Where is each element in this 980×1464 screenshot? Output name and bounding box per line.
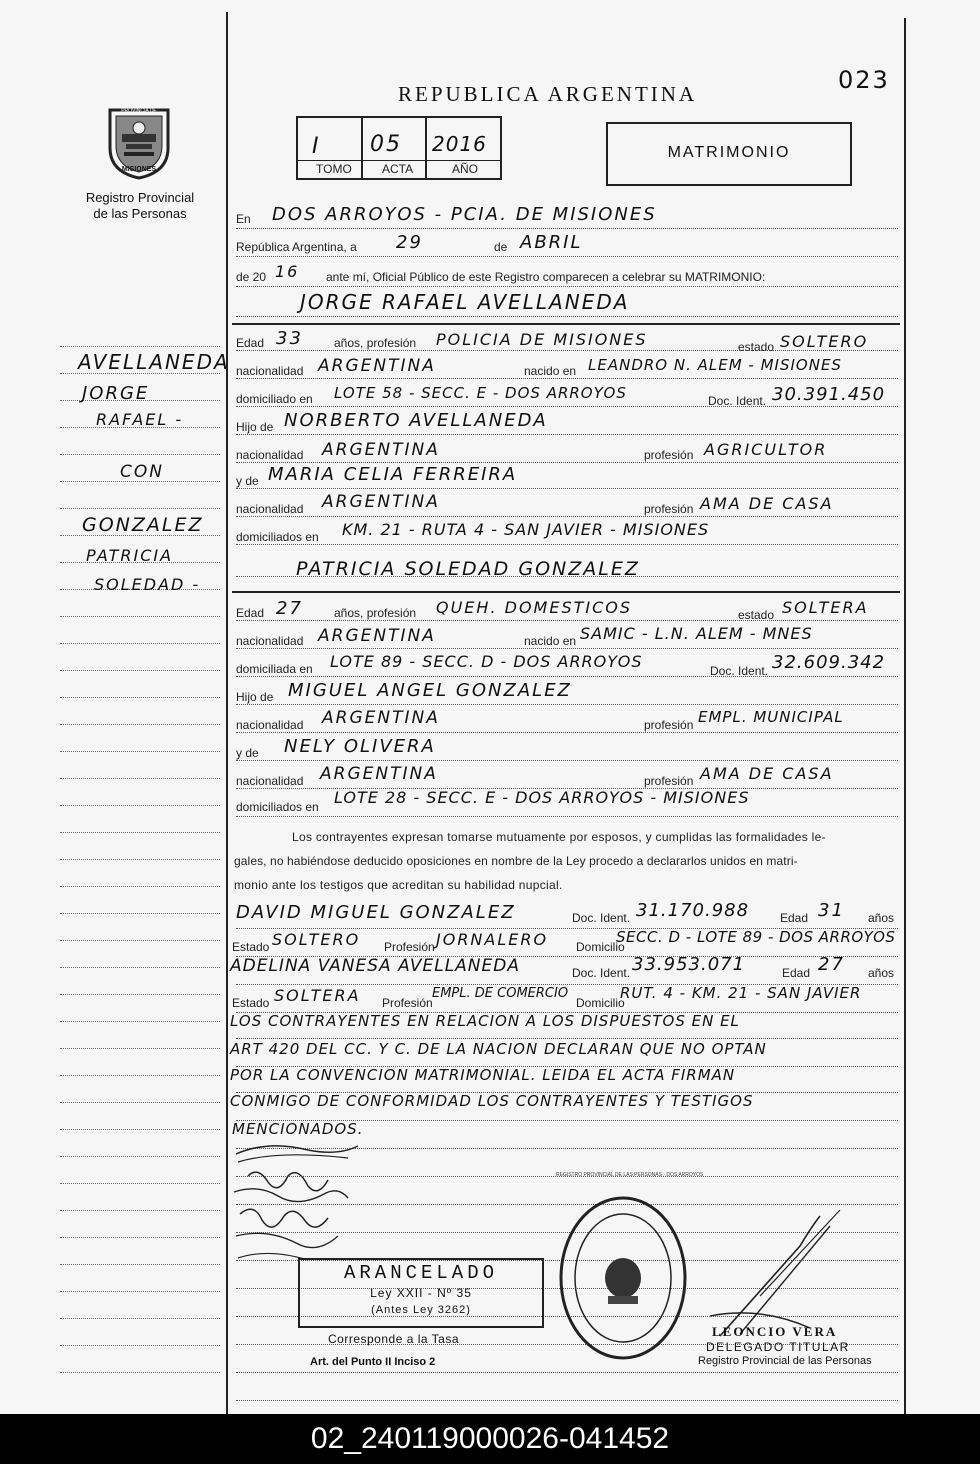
label-doc: Doc. Ident. xyxy=(572,966,631,980)
bride-padre: MIGUEL ANGEL GONZALEZ xyxy=(288,680,572,701)
label-estado: Estado xyxy=(232,996,270,1010)
margin-rule xyxy=(60,1102,220,1103)
label-domiciliados: domiciliados en xyxy=(236,800,319,814)
label-profesion: profesión xyxy=(644,448,694,462)
label-profesion: años, profesión xyxy=(334,336,417,350)
witness1-domicilio: SECC. D - LOTE 89 - DOS ARROYOS xyxy=(616,928,896,946)
marriage-month: ABRIL xyxy=(520,232,583,253)
stamp-ley: Ley XXII - Nº 35 xyxy=(370,1286,472,1300)
label-profesion: profesión xyxy=(644,774,694,788)
groom-nacido: LEANDRO N. ALEM - MISIONES xyxy=(588,356,842,374)
label-estado: estado xyxy=(738,608,775,622)
margin-note: RAFAEL - xyxy=(96,410,184,429)
groom-domicilio: LOTE 58 - SECC. E - DOS ARROYOS xyxy=(334,384,627,402)
margin-rule xyxy=(60,454,220,455)
section-rule xyxy=(232,591,900,593)
bride-doc: 32.609.342 xyxy=(772,652,886,673)
groom-padre-profesion: AGRICULTOR xyxy=(704,440,828,459)
margin-rule xyxy=(60,697,220,698)
bride-name: PATRICIA SOLEDAD GONZALEZ xyxy=(296,558,640,580)
stamp-title: ARANCELADO xyxy=(343,1262,499,1284)
form-rule xyxy=(236,378,898,379)
form-rule xyxy=(236,1400,898,1401)
label-profesion: años, profesión xyxy=(334,606,417,620)
label-nacionalidad: nacionalidad xyxy=(236,634,304,648)
seal-text: REGISTRO PROVINCIAL DE LAS PERSONAS · DOS ARROYOS xyxy=(556,1172,704,1178)
groom-padre-nacionalidad: ARGENTINA xyxy=(322,440,440,460)
stamp-anexo: (Antes Ley 3262) xyxy=(371,1304,471,1316)
margin-rule xyxy=(60,1156,220,1157)
witness1-estado: SOLTERO xyxy=(272,930,361,949)
witness1-name: DAVID MIGUEL GONZALEZ xyxy=(236,902,516,923)
tomo-label: TOMO xyxy=(316,162,352,176)
tomo-value: I xyxy=(312,134,321,159)
margin-rule xyxy=(60,1183,220,1184)
emblem-top-text: PROVINCIA DE xyxy=(121,108,157,114)
groom-estado: SOLTERO xyxy=(780,332,869,351)
label-en: En xyxy=(236,212,251,226)
margin-rule xyxy=(60,1372,220,1373)
label-estado: estado xyxy=(738,340,775,354)
label-comparecen: ante mí, Oficial Público de este Registro comparecen a celebrar su MATRIMONIO: xyxy=(326,270,766,284)
label-nacionalidad: nacionalidad xyxy=(236,364,304,378)
label-profesion: Profesión xyxy=(382,996,433,1010)
label-doc: Doc. Ident. xyxy=(710,664,769,678)
official-seal xyxy=(556,1192,690,1364)
marriage-place: DOS ARROYOS - PCIA. DE MISIONES xyxy=(272,204,657,225)
notes-line: LOS CONTRAYENTES EN RELACION A LOS DISPUESTOS EN EL xyxy=(230,1012,740,1030)
declaration-line: monio ante los testigos que acreditan su habilidad nupcial. xyxy=(234,878,563,892)
groom-name: JORGE RAFAEL AVELLANEDA xyxy=(300,290,630,314)
form-rule xyxy=(236,760,898,761)
label-y-de: y de xyxy=(236,474,259,488)
bride-profesion: QUEH. DOMESTICOS xyxy=(436,598,633,617)
label-edad: Edad xyxy=(782,966,811,980)
groom-madre: MARIA CELIA FERREIRA xyxy=(268,464,518,485)
margin-rule xyxy=(60,913,220,914)
bride-domicilio: LOTE 89 - SECC. D - DOS ARROYOS xyxy=(330,652,643,671)
label-domicilio: Domicilio xyxy=(576,996,625,1010)
document-code: 02_240119000026-041452 xyxy=(0,1414,980,1464)
groom-madre-nacionalidad: ARGENTINA xyxy=(322,492,440,512)
signatures xyxy=(228,1136,368,1276)
label-doc: Doc. Ident. xyxy=(572,911,631,925)
notes-line: CONMIGO DE CONFORMIDAD LOS CONTRAYENTES Y TESTIGOS xyxy=(230,1092,754,1110)
groom-madre-profesion: AMA DE CASA xyxy=(700,494,834,513)
record-type: MATRIMONIO xyxy=(667,144,791,161)
margin-rule xyxy=(60,1318,220,1319)
box-divider xyxy=(298,160,500,161)
label-profesion: profesión xyxy=(644,718,694,732)
label-edad: Edad xyxy=(236,606,265,620)
form-rule xyxy=(236,228,898,229)
label-domicilio: Domicilio xyxy=(576,940,625,954)
official-name: LEONCIO VERA xyxy=(712,1324,838,1339)
margin-note: SOLEDAD - xyxy=(94,575,201,594)
witness2-edad: 27 xyxy=(818,954,845,975)
witness1-profesion: JORNALERO xyxy=(436,930,549,949)
label-hijo: Hijo de xyxy=(236,690,274,704)
bride-padre-nacionalidad: ARGENTINA xyxy=(322,708,440,728)
margin-note: PATRICIA xyxy=(86,546,174,565)
margin-rule xyxy=(60,1264,220,1265)
witness2-domicilio: RUT. 4 - KM. 21 - SAN JAVIER xyxy=(620,984,862,1002)
country-title: REPUBLICA ARGENTINA xyxy=(398,82,698,106)
form-rule xyxy=(236,516,898,517)
form-rule xyxy=(236,1372,898,1373)
acta-value: 05 xyxy=(370,132,402,157)
divider-right xyxy=(904,18,906,1414)
anio-value: 2016 xyxy=(432,132,487,156)
form-rule xyxy=(236,256,898,257)
box-divider xyxy=(425,116,427,178)
notes-line: POR LA CONVENCION MATRIMONIAL. LEIDA EL ACTA FIRMAN xyxy=(230,1066,736,1084)
notes-line: MENCIONADOS. xyxy=(232,1120,364,1138)
bride-madre-profesion: AMA DE CASA xyxy=(700,764,834,783)
label-profesion: profesión xyxy=(644,502,694,516)
label-domicilio: domiciliada en xyxy=(236,662,313,676)
label-edad: Edad xyxy=(780,911,809,925)
margin-rule xyxy=(60,805,220,806)
bride-padres-domicilio: LOTE 28 - SECC. E - DOS ARROYOS - MISIONES xyxy=(334,788,750,807)
form-rule xyxy=(236,676,898,677)
label-nacionalidad: nacionalidad xyxy=(236,718,304,732)
groom-doc: 30.391.450 xyxy=(772,384,886,405)
form-rule xyxy=(236,704,898,705)
form-rule xyxy=(236,286,898,287)
label-nacido: nacido en xyxy=(524,364,577,378)
form-rule xyxy=(236,434,898,435)
label-anios: años xyxy=(868,966,895,980)
bride-madre-nacionalidad: ARGENTINA xyxy=(320,764,438,784)
bride-edad: 27 xyxy=(276,598,303,619)
label-domicilio: domiciliado en xyxy=(236,392,313,406)
witness2-estado: SOLTERA xyxy=(274,986,361,1005)
label-republica: República Argentina, a xyxy=(236,240,357,254)
form-rule xyxy=(236,648,898,649)
margin-rule xyxy=(60,670,220,671)
form-rule xyxy=(236,1038,898,1039)
official-title: DELEGADO TITULAR xyxy=(706,1340,850,1354)
label-nacionalidad: nacionalidad xyxy=(236,774,304,788)
page-number: 023 xyxy=(838,66,890,94)
form-rule xyxy=(236,620,898,621)
margin-rule xyxy=(60,508,220,509)
margin-rule xyxy=(60,346,220,347)
label-de: de xyxy=(494,240,508,254)
label-anios: años xyxy=(868,911,895,925)
section-rule xyxy=(232,323,900,325)
groom-edad: 33 xyxy=(276,328,303,349)
label-estado: Estado xyxy=(232,940,270,954)
form-rule xyxy=(236,816,898,817)
stamp-articulo: Art. del Punto II Inciso 2 xyxy=(310,1356,436,1368)
margin-rule xyxy=(60,886,220,887)
witness2-profesion: EMPL. DE COMERCIO xyxy=(432,986,569,1001)
margin-rule xyxy=(60,778,220,779)
margin-rule xyxy=(60,1075,220,1076)
groom-padres-domicilio: KM. 21 - RUTA 4 - SAN JAVIER - MISIONES xyxy=(342,520,710,539)
margin-note: AVELLANEDA xyxy=(78,350,230,374)
margin-rule xyxy=(60,1345,220,1346)
label-hijo: Hijo de xyxy=(236,420,274,434)
groom-profesion: POLICIA DE MISIONES xyxy=(436,330,648,349)
stamp-corresponde: Corresponde a la Tasa xyxy=(328,1332,460,1346)
groom-nacionalidad: ARGENTINA xyxy=(318,356,436,376)
form-rule xyxy=(236,732,898,733)
margin-note: GONZALEZ xyxy=(82,514,204,536)
margin-rule xyxy=(60,1237,220,1238)
declaration-line: Los contrayentes expresan tomarse mutuamente por esposos, y cumplidas las formalidades le- xyxy=(292,830,826,844)
witness1-doc: 31.170.988 xyxy=(636,900,750,921)
label-edad: Edad xyxy=(236,336,265,350)
margin-rule xyxy=(60,1210,220,1211)
margin-rule xyxy=(60,832,220,833)
acta-label: ACTA xyxy=(382,162,414,176)
label-nacido: nacido en xyxy=(524,634,577,648)
marriage-day: 29 xyxy=(396,232,423,253)
margin-rule xyxy=(60,724,220,725)
margin-rule xyxy=(60,940,220,941)
margin-rule xyxy=(60,1021,220,1022)
label-nacionalidad: nacionalidad xyxy=(236,448,304,462)
margin-rule xyxy=(60,1129,220,1130)
witness2-doc: 33.953.071 xyxy=(632,954,746,975)
bride-nacionalidad: ARGENTINA xyxy=(318,626,436,646)
bride-padre-profesion: EMPL. MUNICIPAL xyxy=(698,708,844,726)
witness2-name: ADELINA VANESA AVELLANEDA xyxy=(230,956,520,976)
bride-nacido: SAMIC - L.N. ALEM - MNES xyxy=(580,624,813,643)
margin-note: JORGE xyxy=(82,383,150,404)
official-org: Registro Provincial de las Personas xyxy=(698,1355,872,1367)
margin-rule xyxy=(60,643,220,644)
label-profesion: Profesión xyxy=(384,940,435,954)
margin-rule xyxy=(60,751,220,752)
label-de-20: de 20 xyxy=(236,270,267,284)
anio-label: AÑO xyxy=(452,162,479,176)
groom-padre: NORBERTO AVELLANEDA xyxy=(284,410,548,431)
notes-line: ART 420 DEL CC. Y C. DE LA NACION DECLARAN QUE NO OPTAN xyxy=(230,1040,767,1058)
form-rule xyxy=(236,544,898,545)
margin-note: CON xyxy=(120,462,164,482)
margin-rule xyxy=(60,1048,220,1049)
label-domiciliados: domiciliados en xyxy=(236,530,319,544)
label-nacionalidad: nacionalidad xyxy=(236,502,304,516)
registry-name-line2: de las Personas xyxy=(93,206,187,221)
label-y-de: y de xyxy=(236,746,259,760)
emblem-bottom-text: MISIONES xyxy=(121,166,157,173)
box-divider xyxy=(361,116,363,178)
label-doc: Doc. Ident. xyxy=(708,394,767,408)
form-rule xyxy=(236,488,898,489)
margin-rule xyxy=(60,1291,220,1292)
bride-estado: SOLTERA xyxy=(782,598,869,617)
bride-madre: NELY OLIVERA xyxy=(284,736,436,757)
margin-rule xyxy=(60,967,220,968)
form-rule xyxy=(236,462,898,463)
form-rule xyxy=(236,316,898,317)
registry-name-line1: Registro Provincial xyxy=(85,190,195,205)
form-rule xyxy=(236,406,898,407)
margin-rule xyxy=(60,859,220,860)
marriage-year: 16 xyxy=(275,262,300,281)
margin-rule xyxy=(60,616,220,617)
witness1-edad: 31 xyxy=(818,900,845,921)
declaration-line: gales, no habiéndose deducido oposiciones en nombre de la Ley procedo a declararlos unidos en matri- xyxy=(234,854,798,868)
margin-rule xyxy=(60,994,220,995)
